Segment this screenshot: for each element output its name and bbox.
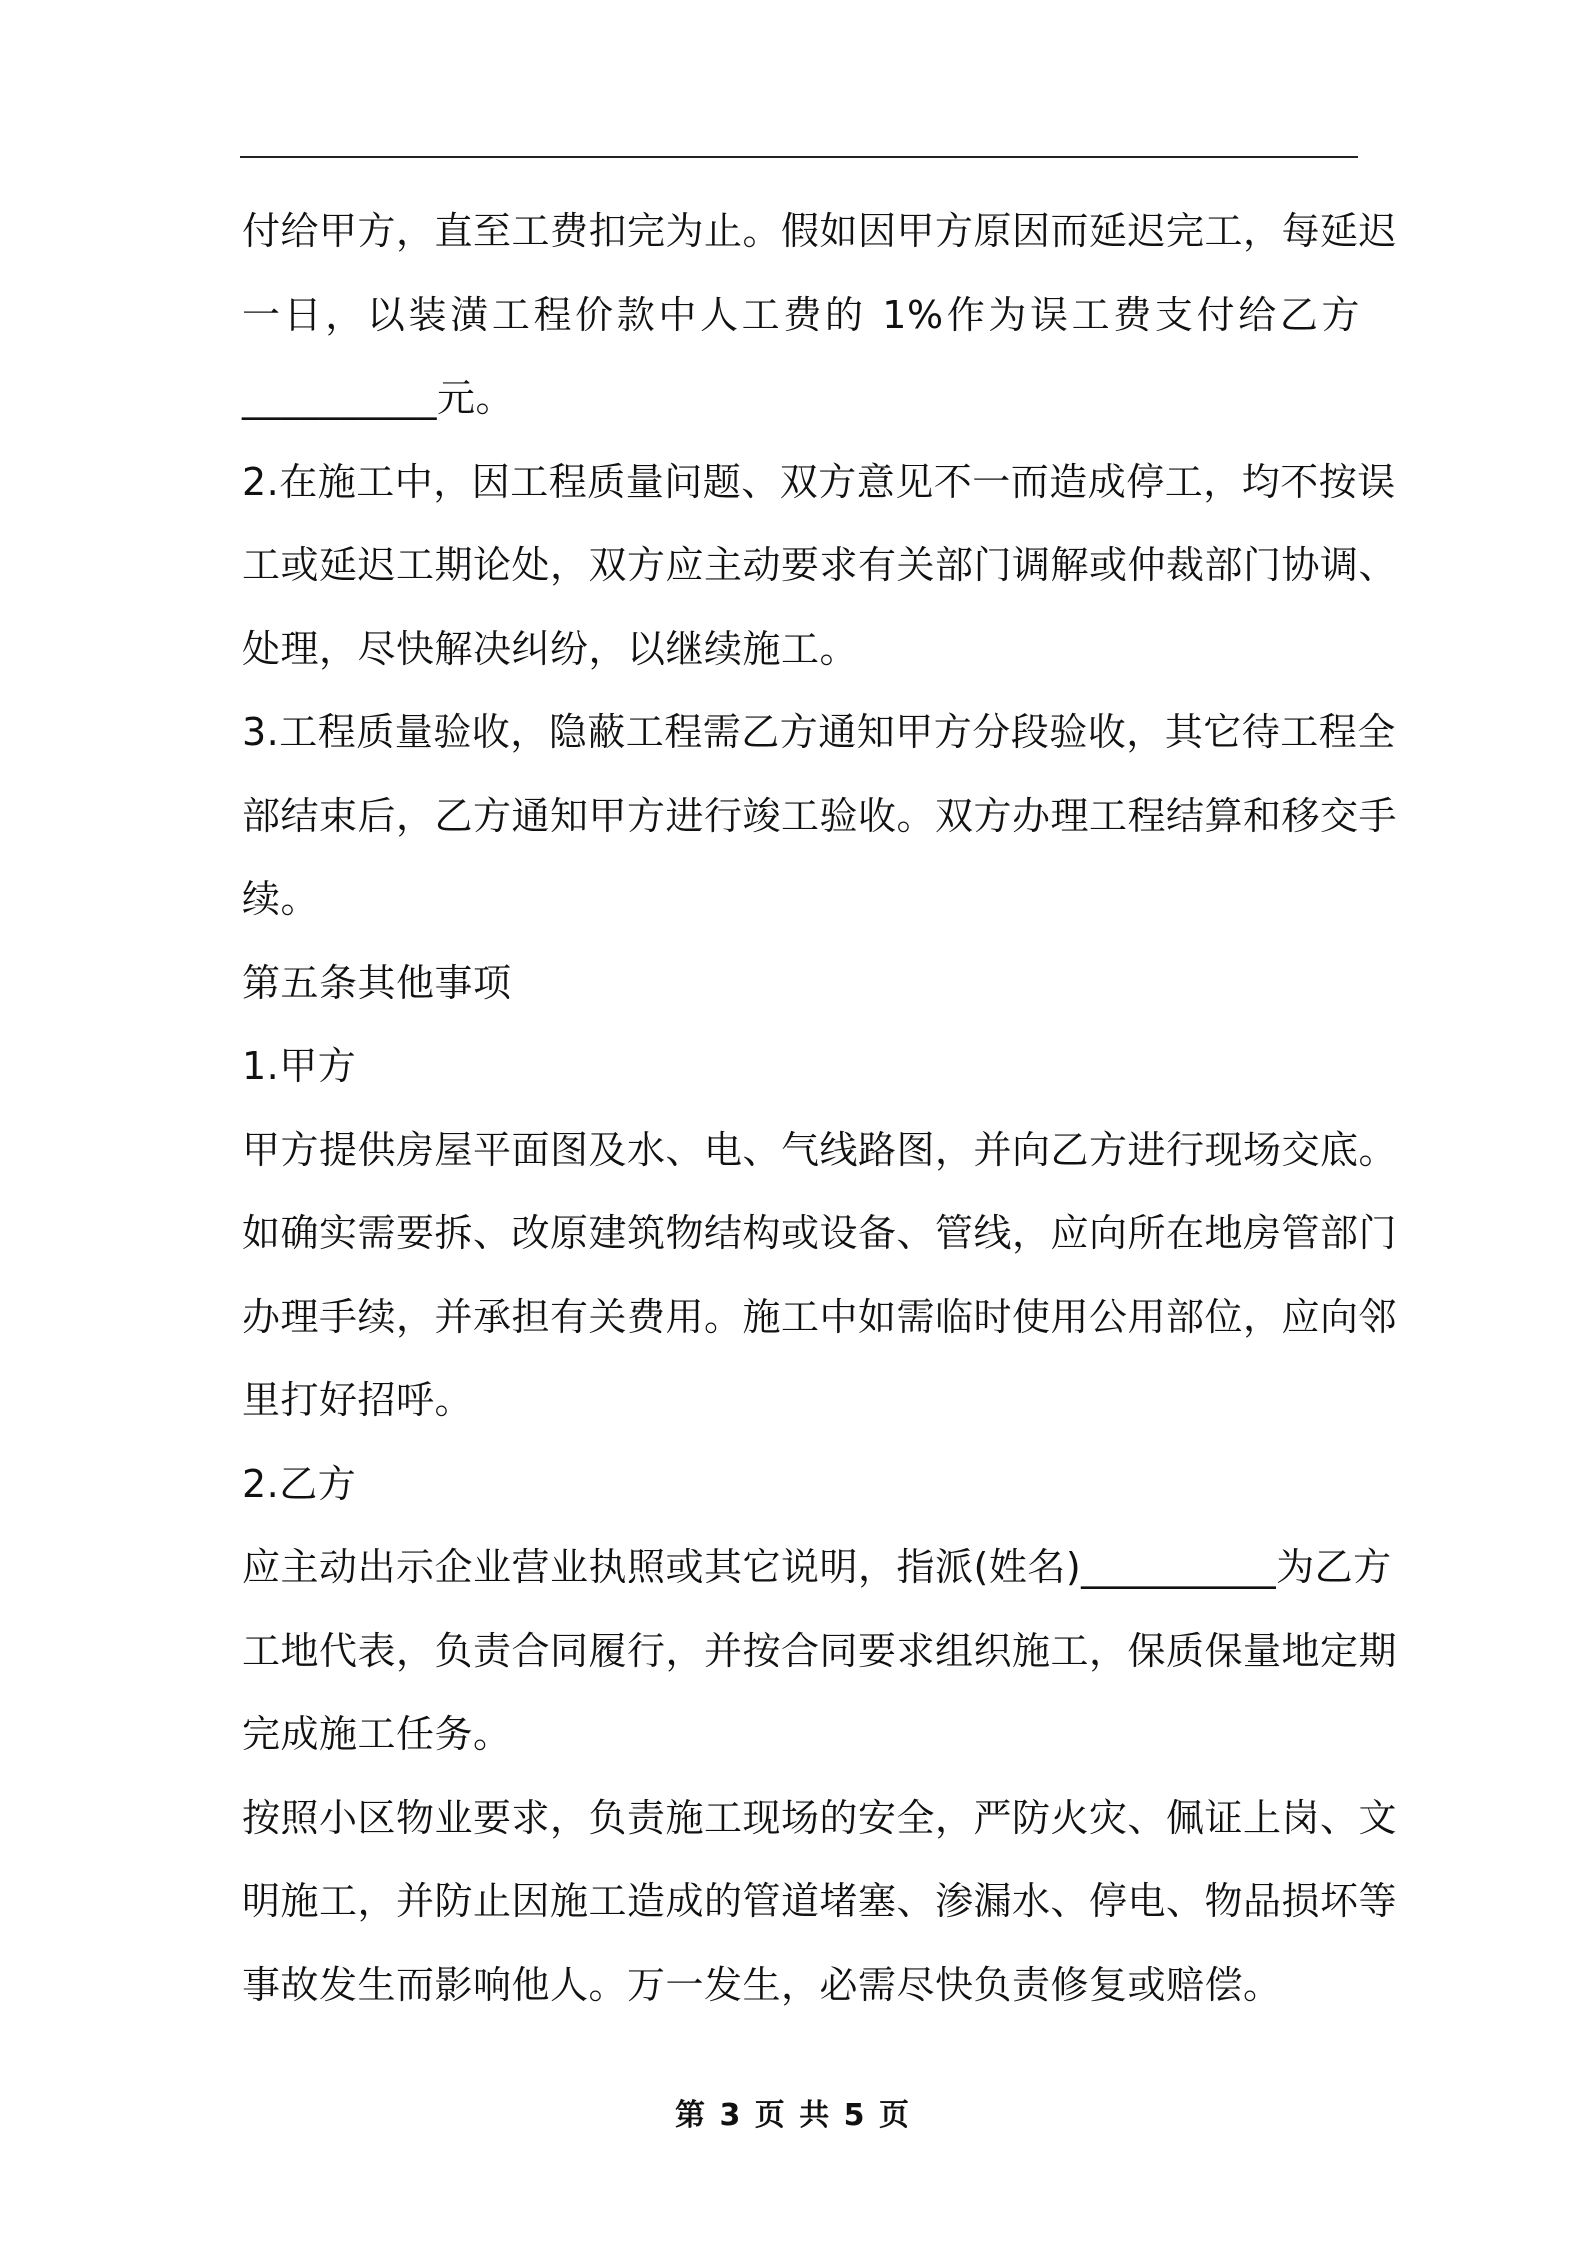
text-line-8: 部结束后，乙方通知甲方进行竣工验收。双方办理工程结算和移交手: [242, 793, 1398, 838]
text-line-22: 事故发生而影响他人。万一发生，必需尽快负责修复或赔偿。: [242, 1962, 1282, 2007]
text-line-18: 工地代表，负责合同履行，并按合同要求组织施工，保质保量地定期: [242, 1628, 1398, 1673]
text-line-5: 工或延迟工期论处，双方应主动要求有关部门调解或仲裁部门协调、: [242, 543, 1398, 587]
text-line-15: 里打好招呼。: [242, 1378, 474, 1422]
page-number: 第 3 页 共 5 页: [675, 2098, 911, 2133]
text-line-19: 完成施工任务。: [242, 1712, 512, 1756]
text-line-6: 处理，尽快解决纠纷，以继续施工。: [242, 626, 859, 671]
text-line-7: 3.工程质量验收，隐蔽工程需乙方通知甲方分段验收，其它待工程全: [242, 710, 1396, 754]
text-line-13: 如确实需要拆、改原建筑物结构或设备、管线，应向所在地房管部门: [242, 1211, 1398, 1255]
text-line-3: __________元。: [242, 376, 515, 420]
text-line-20: 按照小区物业要求，负责施工现场的安全，严防火灾、佩证上岗、文: [242, 1795, 1398, 1840]
subheading-party-a: 1.甲方: [242, 1044, 357, 1088]
text-line-12: 甲方提供房屋平面图及水、电、气线路图，并向乙方进行现场交底。: [242, 1127, 1398, 1172]
subheading-party-b: 2.乙方: [242, 1461, 357, 1506]
header-rule: [240, 156, 1358, 158]
document-body: [242, 190, 1398, 2027]
text-line-1: 付给甲方，直至工费扣完为止。假如因甲方原因而延迟完工，每延迟: [242, 209, 1398, 253]
text-line-14: 办理手续，并承担有关费用。施工中如需临时使用公用部位，应向邻: [242, 1294, 1398, 1339]
text-line-2: 一日，以装潢工程价款中人工费的 1%作为误工费支付给乙方: [242, 292, 1360, 337]
section-heading: 第五条其他事项: [242, 960, 512, 1005]
text-line-17: 应主动出示企业营业执照或其它说明，指派(姓名)__________为乙方: [242, 1545, 1392, 1589]
text-line-21: 明施工，并防止因施工造成的管道堵塞、渗漏水、停电、物品损坏等: [242, 1879, 1398, 1923]
text-line-4: 2.在施工中，因工程质量问题、双方意见不一而造成停工，均不按误: [242, 459, 1396, 504]
text-line-9: 续。: [242, 877, 320, 921]
